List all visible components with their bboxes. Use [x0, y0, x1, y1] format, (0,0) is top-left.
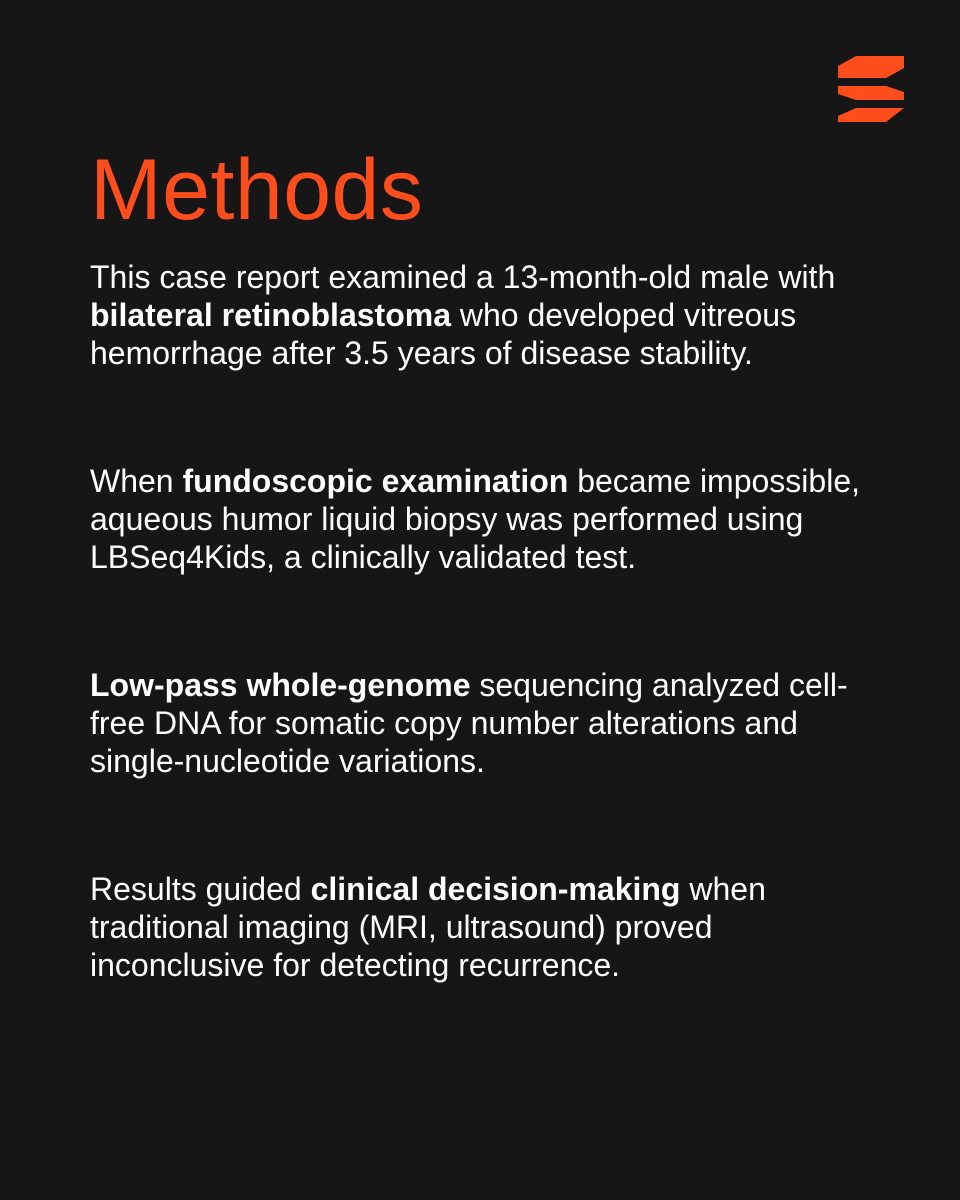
paragraph-2-tail: became impossible, aqueous humor liquid biopsy was performed using LBSeq4Kids, a clinically validated test.	[90, 463, 860, 575]
paragraph-4-lead: Results guided	[90, 871, 311, 907]
paragraph-4	[90, 870, 890, 984]
paragraph-3	[90, 666, 890, 780]
paragraph-1-emphasis: bilateral retinoblastoma	[90, 297, 451, 333]
paragraph-4-emphasis: clinical decision-making	[310, 871, 681, 907]
paragraph-2	[90, 462, 890, 576]
paragraph-4-tail: when traditional imaging (MRI, ultrasound) proved inconclusive for detecting recurrence.	[90, 871, 766, 983]
brand-logo-icon	[838, 56, 904, 122]
page-title: Methods	[90, 142, 424, 238]
paragraph-2-emphasis: fundoscopic examination	[182, 463, 569, 499]
paragraph-1-lead: This case report examined a 13-month-old male with	[90, 259, 836, 295]
paragraph-3-tail: sequencing analyzed cell-free DNA for somatic copy number alterations and single-nucleotide variations.	[90, 667, 848, 779]
paragraph-3-emphasis: Low-pass whole-genome	[90, 667, 471, 703]
paragraph-1-tail: who developed vitreous hemorrhage after 3.5 years of disease stability.	[90, 297, 797, 371]
paragraph-2-lead: When	[90, 463, 183, 499]
methods-body	[90, 258, 890, 1074]
paragraph-1	[90, 258, 890, 372]
